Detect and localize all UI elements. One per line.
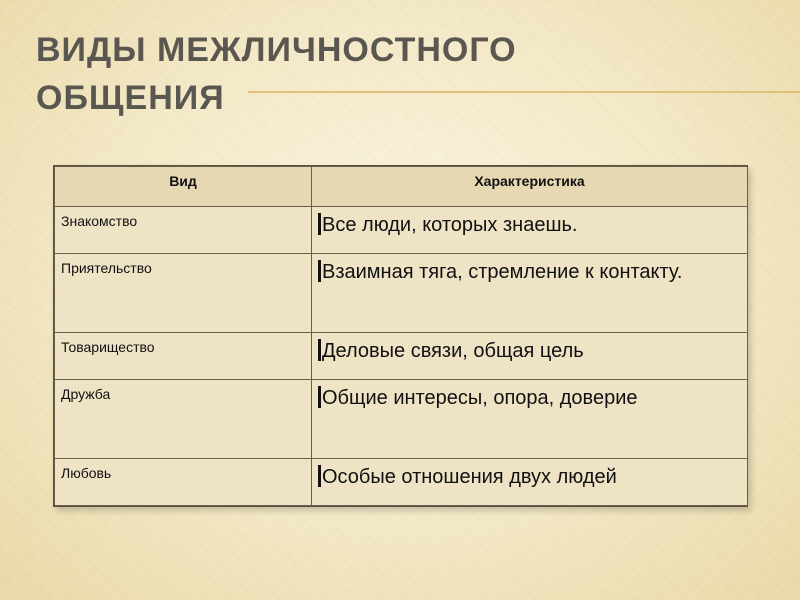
table-row: [55, 333, 748, 380]
title-underline-rule: [248, 91, 800, 93]
cell-kind: Приятельство: [55, 254, 312, 333]
column-header-kind: Вид: [55, 167, 312, 207]
table-grid: [54, 166, 748, 506]
cell-characteristic: [312, 254, 748, 333]
text-cursor-mark: [318, 465, 321, 487]
cell-characteristic: [312, 207, 748, 254]
text-cursor-mark: [318, 339, 321, 361]
characteristic-text: Особые отношения двух людей: [322, 466, 617, 488]
table-row: [55, 459, 748, 506]
text-cursor-mark: [318, 386, 321, 408]
table-header-row: [55, 167, 748, 207]
column-header-characteristic: Характеристика: [312, 167, 748, 207]
cell-kind: Дружба: [55, 380, 312, 459]
cell-characteristic: [312, 380, 748, 459]
characteristic-text: Взаимная тяга, стремление к контакту.: [322, 261, 683, 283]
cell-kind: Любовь: [55, 459, 312, 506]
cell-kind: Знакомство: [55, 207, 312, 254]
characteristic-text: Все люди, которых знаешь.: [322, 214, 578, 236]
cell-characteristic: [312, 459, 748, 506]
text-cursor-mark: [318, 213, 321, 235]
table-row: [55, 254, 748, 333]
text-cursor-mark: [318, 260, 321, 282]
table-row: [55, 380, 748, 459]
communication-types-table: [53, 165, 748, 507]
slide-title: ВИДЫ МЕЖЛИЧНОСТНОГО ОБЩЕНИЯ: [36, 31, 517, 117]
characteristic-text: Общие интересы, опора, доверие: [322, 387, 638, 409]
characteristic-text: Деловые связи, общая цель: [322, 340, 584, 362]
cell-characteristic: [312, 333, 748, 380]
table-row: [55, 207, 748, 254]
cell-kind: Товарищество: [55, 333, 312, 380]
